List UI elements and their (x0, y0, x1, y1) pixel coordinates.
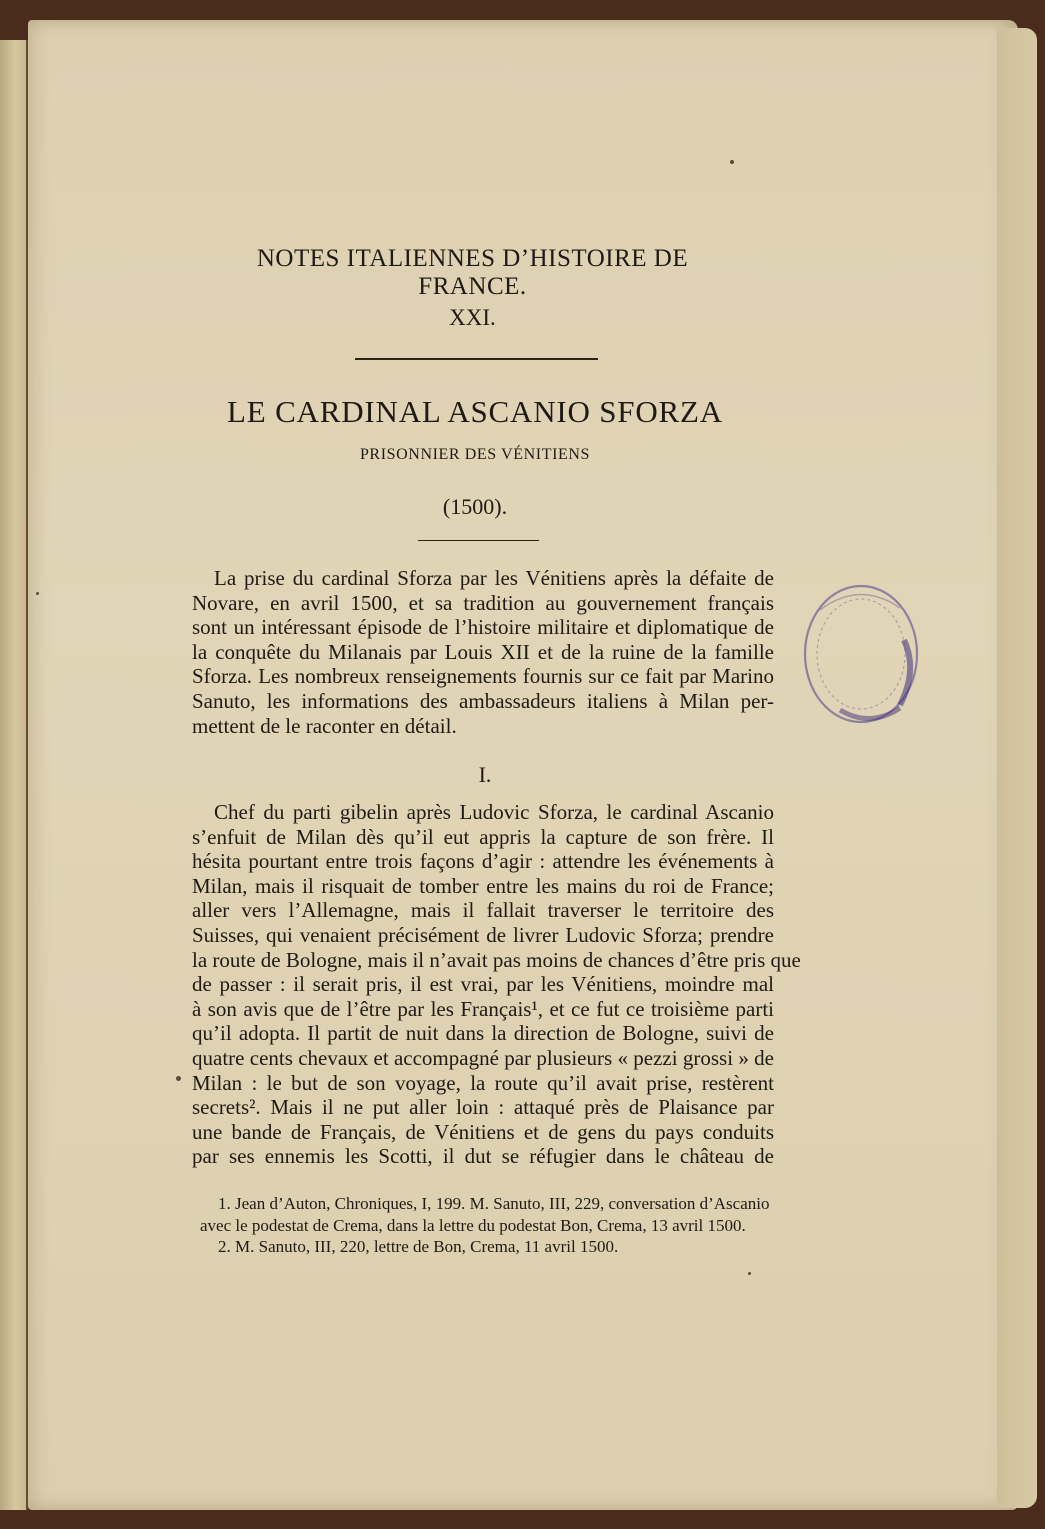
page-back-edge (997, 28, 1037, 1508)
intro-line: Novare, en avril 1500, et sa tradition au gouvernement français (192, 590, 774, 615)
body-line: une bande de Français, de Vénitiens et de gens du pays conduits (192, 1119, 774, 1144)
intro-line: Sanuto, les informations des ambassadeurs italiens à Milan per- (192, 688, 774, 713)
body-line: à son avis que de l’être par les Français¹, et ce fut ce troisième parti (192, 996, 774, 1021)
article-subtitle: PRISONNIER DES VÉNITIENS (359, 446, 591, 463)
body-paragraph (192, 800, 801, 1169)
paper-speck (748, 1272, 751, 1275)
body-line: de passer : il serait pris, il est vrai, par les Vénitiens, moindre mal (192, 972, 774, 997)
paper-speck (176, 1076, 181, 1081)
article-year: (1500). (442, 494, 508, 519)
body-line: Chef du parti gibelin après Ludovic Sforza, le cardinal Ascanio (214, 800, 774, 824)
paper-speck (36, 592, 39, 595)
body-line: s’enfuit de Milan dès qu’il eut appris la capture de son frère. Il (192, 824, 774, 849)
body-line: secrets². Mais il ne put aller loin : attaqué près de Plaisance par (192, 1095, 774, 1120)
article-title: LE CARDINAL ASCANIO SFORZA (227, 394, 723, 429)
section-number: I. (478, 762, 492, 787)
intro-line: la conquête du Milanais par Louis XII et de la ruine de la famille (192, 639, 774, 664)
footnote-line: 1. Jean d’Auton, Chroniques, I, 199. M. Sanuto, III, 229, conversation d’Ascanio (218, 1194, 770, 1213)
footnote-line: 2. M. Sanuto, III, 220, lettre de Bon, Crema, 11 avril 1500. (218, 1237, 619, 1256)
body-line: qu’il adopta. Il partit de nuit dans la direction de Bologne, suivi de (192, 1021, 774, 1046)
intro-paragraph (192, 566, 774, 738)
intro-line: sont un intéressant épisode de l’histoire militaire et diplomatique de (192, 615, 774, 640)
body-line: Suisses, qui venaient précisément de livrer Ludovic Sforza; prendre (192, 922, 774, 947)
footnote-line: avec le podestat de Crema, dans la lettre du podestat Bon, Crema, 13 avril 1500. (200, 1215, 746, 1235)
series-title: NOTES ITALIENNES D’HISTOIRE DE FRANCE. (256, 245, 689, 300)
title-rule (355, 358, 598, 360)
series-number: XXI. (449, 305, 496, 330)
body-line: Milan, mais il risquait de tomber entre les mains du roi de France; (192, 873, 774, 898)
intro-line: Sforza. Les nombreux renseignements fournis sur ce fait par Marino (192, 664, 774, 689)
scanned-page (28, 20, 1018, 1510)
footnotes (200, 1193, 785, 1258)
intro-line: La prise du cardinal Sforza par les Vénitiens après la défaite de (214, 566, 774, 590)
body-line: quatre cents chevaux et accompagné par plusieurs « pezzi grossi » de (192, 1045, 774, 1070)
body-line: Milan : le but de son voyage, la route qu’il avait prise, restèrent (192, 1070, 774, 1095)
body-line: aller vers l’Allemagne, mais il fallait traverser le territoire des (192, 898, 774, 923)
body-line: hésita pourtant entre trois façons d’agir : attendre les événements à (192, 849, 774, 874)
body-line: la route de Bologne, mais il n’avait pas moins de chances d’être pris que (192, 947, 801, 972)
body-line: par ses ennemis les Scotti, il dut se réfugier dans le château de (192, 1144, 774, 1169)
intro-line: mettent de le raconter en détail. (192, 713, 457, 738)
subtitle-rule (418, 540, 539, 541)
left-page-edge (0, 40, 28, 1510)
paper-speck (730, 160, 734, 164)
library-stamp-icon (800, 580, 922, 728)
